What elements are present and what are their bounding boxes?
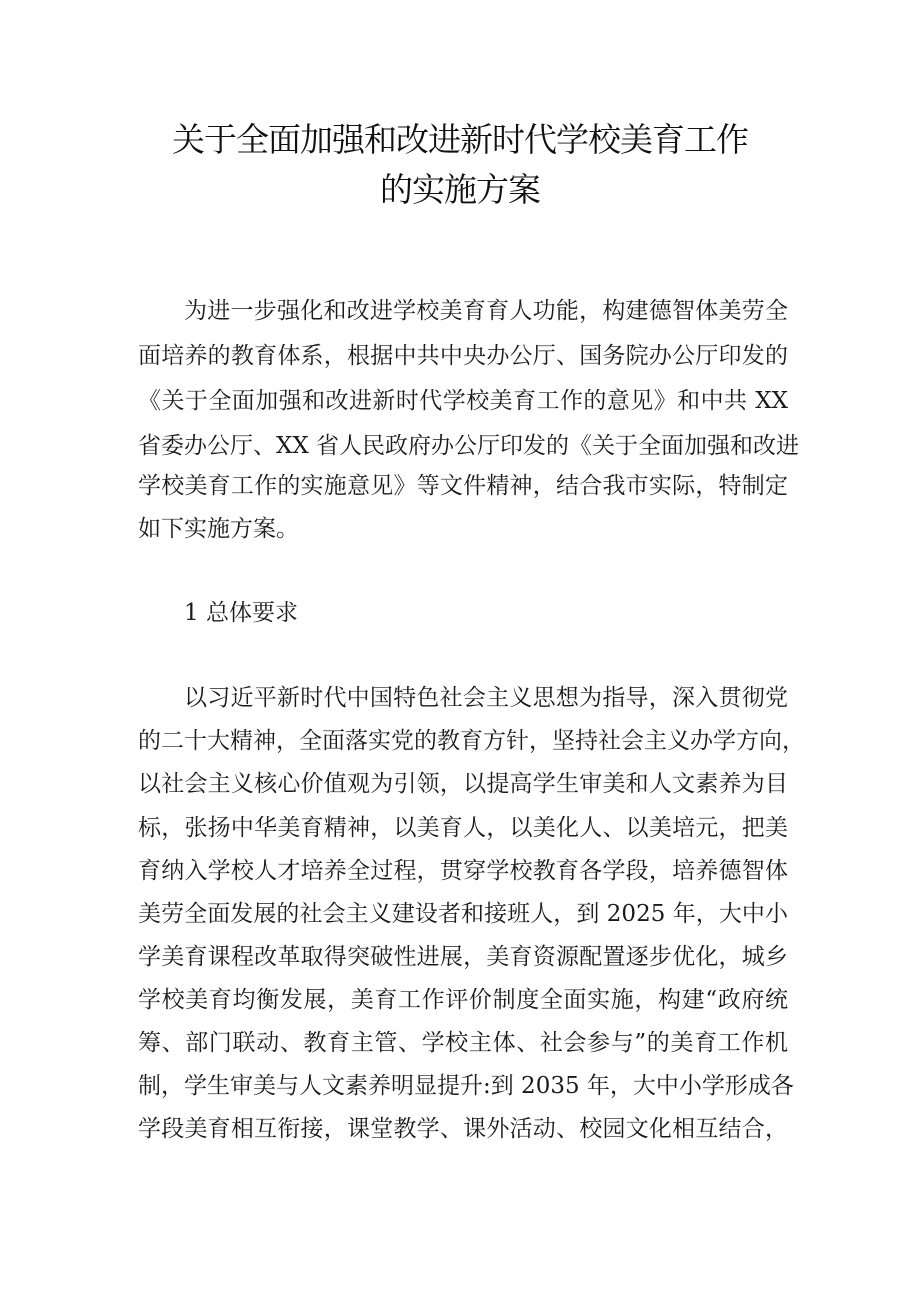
section-line: 学美育课程改革取得突破性进展，美育资源配置逐步优化，城乡	[138, 944, 788, 970]
section-line: 筹、部门联动、教育主管、学校主体、社会参与”的美育工作机	[138, 1030, 788, 1056]
section-line: 制，学生审美与人文素养明显提升:到 2035 年，大中小学形成各	[138, 1073, 794, 1099]
section-heading: 1 总体要求	[184, 600, 298, 626]
intro-line: 为进一步强化和改进学校美育育人功能，构建德智体美劳全	[184, 298, 788, 324]
section-line: 标，张扬中华美育精神，以美育人，以美化人、以美培元，把美	[138, 815, 788, 841]
section-line: 的二十大精神，全面落实党的教育方针，坚持社会主义办学方向，	[138, 728, 805, 754]
document-title-line-1: 关于全面加强和改进新时代学校美育工作	[172, 120, 748, 159]
section-line: 以社会主义核心价值观为引领，以提高学生审美和人文素养为目	[138, 771, 788, 797]
section-line: 美劳全面发展的社会主义建设者和接班人，到 2025 年，大中小	[138, 901, 788, 927]
section-line: 育纳入学校人才培养全过程，贯穿学校教育各学段，培养德智体	[138, 858, 788, 884]
intro-line: 学校美育工作的实施意见》等文件精神，结合我市实际，特制定	[138, 473, 788, 499]
section-line: 学段美育相互衔接，课堂教学、课外活动、校园文化相互结合，	[138, 1116, 788, 1142]
intro-line: 面培养的教育体系，根据中共中央办公厅、国务院办公厅印发的	[138, 343, 788, 369]
intro-line: 《关于全面加强和改进新时代学校美育工作的意见》和中共 XX	[138, 388, 788, 414]
document-title-line-2: 的实施方案	[380, 170, 540, 209]
section-line: 以习近平新时代中国特色社会主义思想为指导，深入贯彻党	[184, 685, 788, 711]
intro-line: 如下实施方案。	[138, 516, 299, 542]
section-line: 学校美育均衡发展，美育工作评价制度全面实施，构建“政府统	[138, 987, 788, 1013]
intro-line: 省委办公厅、XX 省人民政府办公厅印发的《关于全面加强和改进	[138, 433, 800, 459]
